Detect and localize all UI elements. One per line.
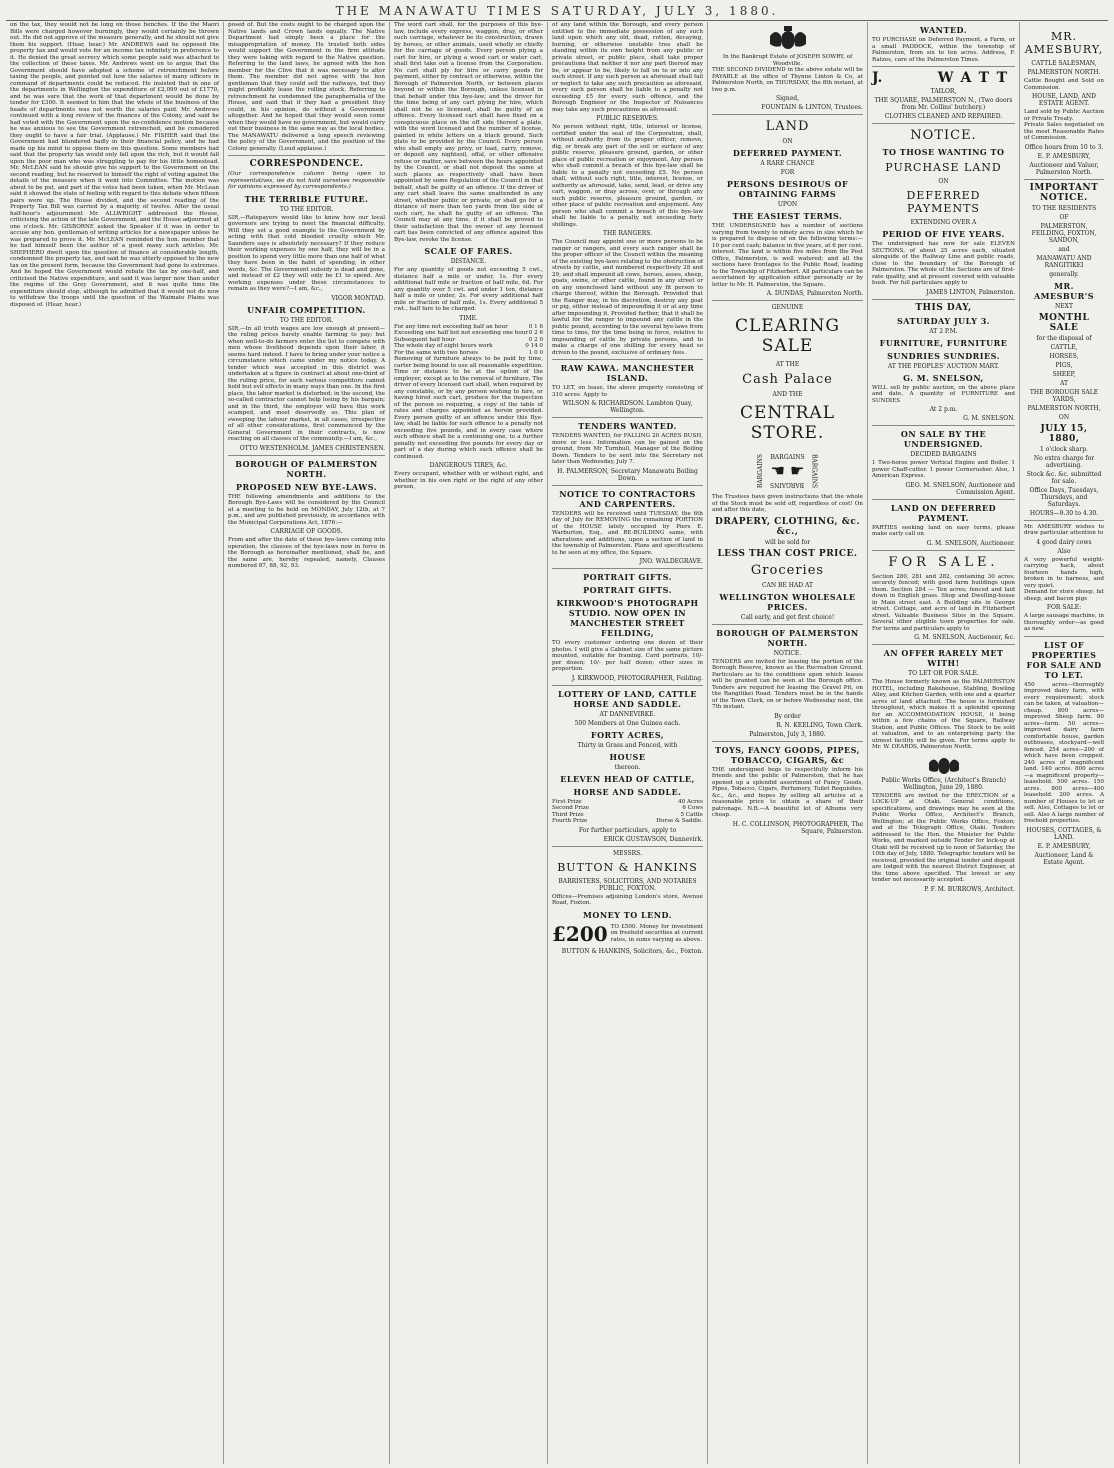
money-signature: BUTTON & HANKINS, Solicitors, &c., Foxton. [561,947,703,955]
firm-office: Offices—Premises adjoining London's store, Avenue Road, Foxton. [552,893,703,906]
borough-notice: NOTICE. [773,649,802,657]
wishes: Mr. AMESBURY wishes to draw particular attention to [1024,523,1104,536]
hotel-text: The House formerly known as the PALMERSTON HOTEL, including Bakehouse, Stabling, Bowling Alley, and Kitchen Garden, with one and a quarter acres of land attached. The house is furnished throughout, which makes it a splendid opening for an ACCOMMODATION HOUSE, it being within a few chains of the Square, Railway Station, and Public Offices. The Stock to be sold at valuation, and to an enterprising party the utmost facility will be given. For terms apply to Mr. W. DEARDS, Palmerston North. [872,679,1015,750]
time-amount: 0 14 0 [525,343,543,349]
parties-text: PARTIES seeking land on easy terms, please make early call on [872,524,1015,537]
snelson-signature: G. M. SNELSON. [963,415,1015,422]
bargains-top: BARGAINS [770,454,805,461]
prize-place: First Prize [552,798,582,805]
trees-text: of any land within the Borough, and every person entitled to the immediate possession of any such land upon which any old, dead, rotten, decaying, burning, or otherwise unstable tree shall be standing within its own height from any public or private street, or public place, shall take proper precautions that neither it nor any part thereof may be, or appear to be, likely to fall on to or into any such street. If any such person as aforesaid shall fail or neglect to take any such precaution as aforesaid, every such person shall be liable to a penalty not exceeding £5 for every such offence, and the Borough Engineer or the Inspector of Nuisances may take any such precautions as aforesaid. [552,22,703,113]
distance-heading: DISTANCE. [450,258,487,265]
groceries: Groceries [750,562,825,578]
firm-name: BUTTON & HANKINS [557,860,698,874]
reserves-title: PUBLIC RESERVES. [596,115,659,122]
masthead: THE MANAWATU TIMES SATURDAY, JULY 3, 1880. [335,4,779,18]
divider [872,123,1015,124]
borough-title: BOROUGH OF PALMERSTON NORTH. [716,627,859,648]
palmerston-north-2: PALMERSTON NORTH, [1027,404,1101,412]
tenders-signature: H. PALMERSON, Secretary Manawatu Boiling Down. [557,467,698,482]
raw-kawa-text: TO LET, on lease, the above property consisting of 310 acres. Apply to [552,385,703,398]
bankrupt-signature: FOUNTAIN & LINTON, Trustees. [761,104,863,111]
time-label: The whole day of eight hours work [394,343,493,349]
extending: EXTENDING OVER A [910,219,977,226]
time-amount: 0 2 6 [528,330,543,336]
column-7 [1020,22,1108,1464]
contractors-text: TENDERS will be received until TUESDAY, the 6th day of July for REMOVING the remaining PORTION of the HOUSE lately occupied by Piers E. Warburton, Esq., and RE-BUILDING same, with alterations and additions, upon a section of land in the township of Palmerston. Plans and specifications to be seen at my office, the Square. [552,510,703,556]
auctioneer-2: Auctioneer, Land & Estate Agent. [1034,851,1094,866]
money-title: MONEY TO LEND. [583,909,672,920]
lottery-title: LOTTERY OF LAND, CATTLE HORSE AND SADDLE. [558,688,697,709]
purchase-text: The undersigned has now for sale ELEVEN SECTIONS, of about 25 acres each, situated alongside of the Railway Line and public roads, close to the boundary of the Borough of Palmerston. The whole of the Sections are of first-rate quality, and at present covered with valuable bush. For full particulars apply to [872,241,1015,286]
time-label: For any time not exceeding half an hour [394,323,508,330]
period: PERIOD OF FIVE YEARS. [882,229,1005,239]
messrs: MESSRS. [613,849,642,857]
at: AT [1059,379,1068,387]
time-heading: TIME. [459,314,478,322]
letter2-body: SIR,—In all truth wages are low enough at present—the ruling prices barely enable farming to pay; but when well-to-do farmers enter the list to compete with men whose livelihood depends upon their labor, it seems hard indeed. I have to bring under your notice a circumstance which came under my notice today. A tender which was accepted in this district was undertaken at a figure in contract at about one-third of the ruling price, for such various competitors cannot hold but evil effects in many ways than one. In the first place, the labor market is disturbed; in the second, the so-called contractor cannot help losing by his bargain; and in the third, the employer will have this work scamped, and most deservedly so. This plan of sweeping the labour market, in all cases, irrespective of all other considerations, first commenced by the General Government in their contracts, is now reacting on all classes of the community.—I am, &c., [228,325,385,442]
sheep-item: SHEEP, [1052,370,1076,378]
office-days: Office Days, Tuesdays, Thursdays, and Saturdays. [1029,486,1099,508]
demand: Demand for store sheep, fat sheep, and bacon pigs [1024,589,1104,602]
prize-item: 5 Cattle [680,811,703,818]
tailor-label: TAILOR, [930,88,957,95]
divider [872,66,1015,67]
divider [712,741,863,742]
prize-item: 40 Acres [678,798,703,805]
cattle-salesman: CATTLE SALESMAN, [1031,60,1097,67]
column-4 [548,22,708,1464]
divider [872,499,1015,500]
studio-text: TO every customer ordering one dozen of their photos. I will give a Cabinet size of the same picture mounted, suitable for framing. Card portraits, 10/- per dozen; 10/- per half dozen; other sizes in proportion. [552,640,703,672]
to-those: TO THOSE WANTING TO [882,147,1005,157]
time-amount: 0 1 6 [528,323,543,330]
generally: generally. [1049,270,1079,278]
letter1-to: TO THE EDITOR. [279,205,334,213]
monthly-sale: MONTHL SALE [1038,312,1090,333]
land-on: ON [782,138,793,145]
lottery-place: AT DANNEVIRKE. [599,710,656,718]
bargains-list: 1 Two-horse power Vertical Engine and Boiler. 1 power Chaff-cutter. 1 power Cornerusher. Also, 1 American Express. [872,460,1015,479]
divider [228,455,385,456]
reserves-text: No person without right, title, interest or license, certified under the seal of the Corporation, shall, without authority from its proper officer, remove, dig, or break any part of the soil or surface of any public reserve, pleasure ground, garden, or other place of public recreation or enjoyment. Any person who shall commit a breach of this bye-law shall be liable to a penalty not exceeding £5. No person shall, without such right, title, interest, license, or authority as aforesaid, take, send, lead, or drive any cart, waggon, or dray across, over, or through any such public reserve, pleasure ground, garden, or other place of public recreation and enjoyment. Any person who shall commit a breach of this bye-law shall be liable to a penalty not exceeding forty shillings. [552,124,703,228]
lottery-cattle: ELEVEN HEAD OF CATTLE, [560,773,695,784]
divider [872,425,1015,426]
saturday: SATURDAY JULY 3. [896,315,991,326]
and-the: AND THE [772,391,803,398]
bargains-center [770,454,804,488]
lockup-text: TENDERS are invited for the ERECTION of a LOCK-UP at Otaki. General conditions, specifications, and drawings may be seen at the Public Works Office, Architect's Branch, Wellington; at the Public Works Office, Foxton; and at the Telegraph Office, Otaki. Tenders addressed to the Hon. the Minister for Public Works, and marked outside Tender for lock-up at Otaki will be received up to noon of Saturday, the 10th day of July, 1880. Telegraphic tenders will be received, provided the original tender and deposit are lodged with the nearest District Engineer, at the time above specified. The lowest or any tender not necessarily accepted. [872,792,1015,883]
contractors-signature: JNO. WALDEGRAVE. [639,558,703,565]
office-hours: Office hours from 10 to 3. [1024,143,1104,151]
borough-signature: R. N. KEELING, Town Clerk. [776,721,863,729]
trustees-text: The Trustees have given instructions that the whole of the Stock must be sold off, regardless of cost! On and after this date, [712,494,863,513]
prize-place: Fourth Prize [552,818,588,824]
time-amount: 1 0 0 [528,349,543,356]
cattle-bought: Cattle Bought and Sold on Commission. [1024,78,1104,91]
stock-submitted: Stock &c. &c. submitted for sale. [1026,470,1102,485]
prize-place: Third Prize [552,811,584,818]
ep-amesbury: E. P. AMESBURY, [1037,152,1091,160]
lottery-members: 500 Members at One Guinea each. [574,719,681,727]
tenders-title: TENDERS WANTED. [578,421,677,431]
time-label: Exceeding one half but not exceeding one hour [394,330,529,336]
lottery-signature: ERICK GUSTAVSON, Dannevirk. [603,835,703,843]
bargains-emblem [712,448,863,494]
disposal: for the disposal of [1036,334,1092,342]
peoples-mart: AT THE PEOPLES' AUCTION MART. [887,362,1000,370]
oclock-sharp: 1 o'clock sharp. [1040,445,1088,453]
snelson-name: G. M. SNELSON, [903,372,984,383]
divider [1024,179,1104,180]
masthead-rule [6,20,1108,21]
wanted-text: TO PURCHASE on Deferred Payment, a Farm, or a small PADDOCK, within the township of Palmerston, from six to ten acres. Address, F. Ratzes, care of the Palmerston Times. [872,37,1015,63]
dangerous-title: DANGEROUS TIRES, &c. [429,462,508,469]
divider [712,114,863,115]
raw-kawa-agent: WILSON & RICHARDSON. Lambton Quay, Wellington. [562,400,693,414]
land-sold: Land sold by Public Auction or Private Treaty. [1024,109,1104,122]
at-the: AT THE [775,361,800,368]
call-early: Call early, and get first choice! [740,613,835,621]
divider [228,155,385,156]
letter1-title: THE TERRIBLE FUTURE. [244,193,369,204]
fares-text: For any quantity of goods not exceeding 5 cwt., distance half a mile or under, 1s. For every additional half mile or fraction of half mile, 6d. For any quantity over 5 cwt. and under 1 ton, distance half a mile or under, 2s. For every additional half mile or fraction of half mile, 1s. Every additional 5 cwt., half fare to be charged. [394,267,543,312]
byelaws-title: PROPOSED NEW BYE-LAWS. [236,481,377,492]
money-text: TO £500. Money for investment on freehold securities at current rates, in sums varying as above. [610,923,703,943]
central-store: CENTRAL STORE. [740,403,835,443]
land-rare: A RARE CHANCE [760,160,815,167]
columns [6,22,1108,1464]
purchase-signature: JAMES LINTON, Palmerston. [926,288,1015,296]
bargains-right: BARGAINS [810,453,818,489]
letter1-body: SIR,—Ratepayers would like to know how our local governors are trying to meet the financial difficulty. Will they set a good example to the Government by acting with that cold blooded cruelty which Mr. Saunders says is absolutely necessary? If they reduce their working expenses by one half, they will be in a position to spend very little more than one half of what they have been in the habit of spending, in other words, &c. The Government subsidy is dead and gone, and instead of £2 they will only be £1 to spend. Are working expenses under these circumstances to remain as they were?—I am, &c., [228,214,385,292]
divider [1024,520,1104,521]
no-charge: No extra charge for advertising. [1033,454,1095,469]
manawatu-rangitikei: MANAWATU AND RANGITIKEI [1036,254,1092,269]
cash-palace: Cash Palace [742,372,833,387]
important-notice: IMPORTANT NOTICE. [1029,182,1099,203]
studio-title: KIRKWOOD'S PHOTOGRAPH STUDIO. NOW OPEN IN MANCHESTER STREET FEILDING, [556,598,699,638]
byelaws-rules: Removing of furniture always to be paid by time, carter being bound to use all reasonable expedition. Time or distance to be at the option of the employer, except as to the removal of furniture. The driver of every licensed cart shall, when required by any constable, or by any person wishing to hire, or having hired such cart, produce for the inspection of the person so requiring, a copy of the table of rates and charges appointed as herein provided. Every person guilty of an offence under this Bye-law, shall be liable for such offence to a penalty not exceeding five pounds, and in every case where such offence shall be a continuing one, to a further penalty not exceeding five pounds for every day or part of a day during which such offence shall be continued. [394,356,543,460]
hack: A very powerful weight-carrying hack, about fourteen hands high, broken in to harness, and very quiet. [1024,556,1104,589]
lottery-thereon: thereon. [614,763,641,771]
to-let-title: TO LET OR FOR SALE. [908,670,979,677]
on: ON [1058,413,1070,421]
dangerous-text: Every occupant, whether with or without right, and whether in his own right or the right of any other person, [394,471,543,490]
sundries: SUNDRIES SUNDRIES. [887,350,1000,361]
prize-row [552,818,703,825]
correspondence-note: (Our correspondence column being open to representatives, we do not hold ourselves responsible for opinions expressed by correspondents.) [228,171,385,190]
offer-title: AN OFFER RARELY MET WITH! [883,648,1004,668]
prize-list [552,799,703,825]
for-sale-heading: FOR SALE: [1046,604,1082,611]
land-for: FOR [780,169,795,176]
prize-place: Second Prize [552,805,590,811]
by-order: By order [774,712,801,720]
lottery-forty-acres: FORTY ACRES, [590,729,665,740]
this-day: THIS DAY, [915,302,972,313]
tailor-name [872,70,1015,86]
land-deferred-title: LAND ON DEFERRED PAYMENT. [890,502,997,523]
and: and [1058,245,1070,253]
tailor-address: THE SQUARE, PALMERSTON N., (Two doors from Mr. Collins' butchery.) [874,97,1013,111]
column-6 [868,22,1020,1464]
letter2-title: UNFAIR COMPETITION. [247,304,366,315]
pigs-item: PIGS, [1055,361,1073,369]
bargains-left: BARGAINS [757,453,765,489]
borough-text: TENDERS are invited for leasing the portion of the Borough Reserve, known as the Recreation Ground. Particulars as to the conditions upon which leases will be granted can be seen at the Borough office. Tenders are required for leasing the Gravel Pit, on the Rangitikei Road. Tenders must be in the hands of the Town Clerk, on or before Wednesday next, the 7th instant. [712,658,863,710]
toys-title: TOYS, FANCY GOODS, PIPES, TOBACCO, CIGARS, &c [715,744,860,765]
can-be-had: CAN BE HAD AT [761,581,814,589]
portrait-subtitle: PORTRAIT GIFTS. [583,585,672,595]
divider [552,846,703,847]
for-sale-text: Section 280, 281 and 282, containing 30 acres; securely fenced; with good farm buildings upon them. Section 284 — Ten acres; fenced and laid down in English grass. Shop and Dwelling-house in Main street east. A Building site in George street. Cottage, and acre of land in Fitzherbert street. Valuable Business Sites in the Square. Several other eligible town properties for sale. For terms and particulars apply to [872,573,1015,632]
hand-pointer-icon: ☚ ☛ [770,461,805,480]
time-table [394,324,543,357]
letter1-signature: VIGOR MONTAD. [331,294,385,302]
of: OF [1059,213,1069,221]
sale-yards: THE BOROUGH SALE YARDS, [1029,388,1099,403]
lockup-signature: P. F. M. BURROWS, Architect. [924,885,1015,893]
divider [872,550,1015,551]
time-amount: 0 2 0 [528,336,543,343]
land-text: THE UNDERSIGNED has a number of sections varying from twenty to ninety acres in size which he is prepared to dispose of on the following terms:— 10 per cent cash; balance in five years, at 6 per cent. interest. The land is within five miles from the Post Office, Palmerston, is well watered; and all the sections have frontages to the Public Road, leading to the Township of Fitzherbert. All particulars can be ascertained by application either personally or by letter to Mr. H. Palmerston, the Square. [712,223,863,288]
money-block [552,922,703,946]
borough-title: BOROUGH OF PALMERSTON NORTH. [235,458,378,479]
byelaws-intro: THE following amendments and additions to the Borough Bye-Laws will be considered by the Council at a meeting to be held on MONDAY, July 12th, at 7 p.m., and are published previously, in accordance with the Municipal Corporations Act, 1876:— [228,493,385,526]
bargains-signature: GEO. M. SNELSON, Auctioneer and Commission Agent. [905,481,1015,496]
will-be-sold: will be sold for [764,538,811,546]
divider [1024,636,1104,637]
also: Also [1057,547,1071,555]
for-sale-title: FOR SALE. [888,554,999,570]
genuine: GENUINE [771,304,804,311]
bankrupt-notice: THE SECOND DIVIDEND in the above estate will be PAYABLE at the office of Thynne Linton & Co, at Palmerston North, on THURSDAY, the 8th instant, at two p.m. [712,67,863,93]
places: PALMERSTON, FEILDING, FOXTON, SANDON, [1031,222,1097,244]
list-text: 450 acres—thoroughly improved dairy farm, with every requirement; stock can be taken, at valuation—cheap. 800 acres—improved Sheep farm. 80 acres—farm. 50 acres—improved dairy farm comfortable house, garden outhouses, stockyard—well fenced. 254 acres—200 of which have been cropped. 240 acres of magnificent land. 140 acres. 800 acres—a magnificent property—leasehold. 500 acres. 150 acres. 800 acres—400 leasehold. 200 acres. A number of Houses to let or sell. Also, Cottages to let or sell. Also A large number of freehold properties. [1024,681,1104,824]
lottery-detail: Thirty in Grass and Fenced, with [577,741,678,749]
at-two: AT 2 P.M. [929,327,958,335]
parliament-report-continued: posed of. But the costs ought to be charged upon the Native lands and Crown lands equally. The Native Department had simply been a place for the misappropriation of money. He trusted both sides would support the Government in the firm attitude they were taking with regard to the Native question. Referring to the land laws, he agreed with the hon member for the Clive that it was necessary to alter them. The member did not agree with the hon gentleman that they could sell the railways, but they might profitably lease the rolling stock. Referring to retrenchment he condemned the paraphernalia of the House, and said that if they had a president they could, in his opinion, do without a Government altogether. And he hoped that they would soon come when they would have no government, but would carry out their business in the same way as the local bodies. The MANAWATU delivered a long speech reviewing the policy of the Government, and the position of the Colony generally. (Loud applause.) [228,22,385,152]
bargains-bottom: BARGAINS [770,481,805,488]
bankrupt-signed: Signed, [775,95,800,102]
land-persons: PERSONS DESIROUS OF OBTAINING FARMS [726,179,849,199]
auctioneer-valuer: Auctioneer and Valuer, Palmerston North. [1029,161,1099,176]
divider [552,485,703,486]
money-amount: £200 [552,921,608,946]
parties-signature: G. M. SNELSON, Auctioneer. [926,539,1015,547]
clothes-cleaned: CLOTHES CLEANED AND REPAIRED. [884,113,1003,120]
for-sale-signature: G. M. SNELSON, Auctioneer, &c. [914,634,1015,641]
contractors-title: NOTICE TO CONTRACTORS AND CARPENTERS. [559,488,696,509]
raw-kawa-title: RAW KAWA. MANCHESTER ISLAND. [560,363,695,383]
at-2pm: At 2 p.m. [929,406,958,413]
sausage-machine: A large sausage machine, in thoroughly order—as good as new. [1024,613,1104,632]
next: NEXT [1055,302,1073,310]
land-easiest: THE EASIEST TERMS. [732,211,843,221]
hours: HOURS—9.30 to 4.30. [1029,509,1099,517]
land-deferred: DEFERRED PAYMENT. [732,148,843,158]
toys-signature: H. C. COLLINSON, PHOTOGRAPHER, The Square, Palmerston. [732,820,863,835]
tailor-initial: J. [872,70,883,86]
divider [872,644,1015,645]
decided-bargains: DECIDED BARGAINS [910,451,977,458]
studio-signature: J. KIRKWOOD, PHOTOGRAPHER, Feilding. [571,674,703,682]
purchase-on: ON [938,178,949,185]
ep-amesbury-2: E. P. AMESBURY, [1037,842,1091,850]
lottery-horse: HORSE AND SADDLE. [573,786,682,797]
carriage-text: From and after the date of these bye-laws coming into operation, the clauses of the bye-laws now in force in the Borough as hereinafter mentioned, shall be, and the same are, hereby repealed, namely, Clauses numbered 87, 88, 92, 93. [228,537,385,569]
letter2-to: TO THE EDITOR. [279,316,334,324]
works-office: Public Works Office, (Architect's Branch) Wellington, June 29, 1880. [881,776,1006,791]
divider [712,300,863,301]
purchase-land: PURCHASE LAND [885,161,1002,174]
amesbury-title: MR. AMESBURY, [1024,30,1104,56]
wellington-prices: WELLINGTON WHOLESALE PRICES. [719,591,856,612]
deferred-payments: DEFERRED PAYMENTS [906,189,981,215]
tailor-surname: WATT [937,70,1015,86]
clearing-sale: CLEARING SALE [735,316,840,356]
carriage-title: CARRIAGE OF GOODS. [270,528,343,535]
land-signature: A. DUNDAS, Palmerston North. [766,290,863,297]
divider [552,359,703,360]
column-2 [224,22,390,1464]
cattle-item: CATTLE, [1050,343,1078,351]
palmerston-north: PALMERSTON NORTH. [1027,69,1101,76]
letter2-signature: OTTO WESTENHOLM. JAMES CHRISTENSEN. [239,444,385,452]
land-upon: UPON [777,201,798,208]
prize-item: Horse & Saddle. [656,818,703,824]
royal-crest-icon [768,24,808,52]
divider [712,624,863,625]
divider [872,299,1015,300]
sale-date: JULY 15, 1880, [1040,423,1088,444]
amesburys: MR. AMESBUR'S [1033,280,1095,301]
land-title: LAND [765,119,810,134]
list-title: LIST OF PROPERTIES FOR SALE AND TO LET. [1026,639,1102,680]
lottery-apply: For further particulars, apply to [578,826,677,834]
house-land-agent: HOUSE, LAND, AND ESTATE AGENT. [1032,93,1096,107]
column-3 [390,22,548,1464]
toys-text: THE undersigned begs to respectfully inform his friends and the public of Palmerston, that he has opened up a splendid assortment of Fancy Goods, Pipes, Tobacco, Cigars, Perfumery, Toilet Requisites, &c., &c., and hopes by selling all articles at a reasonable price to obtain a share of their patronage. N.B.—A beautiful lot of Albums very cheap. [712,766,863,818]
horses-item: HORSES, [1049,352,1079,360]
divider [552,685,703,686]
portrait-title: PORTRAIT GIFTS. [583,572,672,582]
wanted-title: WANTED. [920,25,967,35]
bankrupt-estate: In the Bankrupt Estate of JOSEPH SOWRY, of Woodville. [722,54,853,67]
drapery: DRAPERY, CLOTHING, &c. &c., [715,516,860,537]
rangers-text: The Council may appoint one or more persons to be ranger or rangers, and every such ranger shall be the proper officer of the Council within the meaning of the existing bye-laws relating to the obstruction of streets by cattle, and numbered respectively 28 and 29, and shall impound all cows, horses, asses, sheep, goats, swine, or other cattle, found in any street or on any unenclosed land without any fit person to charge thereof, within the Borough. Provided that the Ranger may, in his discretion, destroy any goat or pig, either instead of impounding it or at any time after impounding it. Provided further, that it shall be lawful for the ranger to impound any cattle in the public pound, according to the several bye-laws from time to time, for the time being in force, relative to impounding of cattle by private persons, and to make a charge of one shilling for every head so driven to the pound, exclusive of ordinary fees. [552,239,703,356]
on-sale-title: ON SALE BY THE UNDERSIGNED. [900,429,987,449]
time-label: For the same with two horses [394,349,479,356]
dairy-cows: 4 good dairy cows [1036,538,1092,546]
furniture: FURNITURE, FURNITURE [879,337,1008,348]
less-than-cost: LESS THAN COST PRICE. [717,548,858,559]
column-5 [708,22,868,1464]
rangers-title: THE RANGERS. [602,230,653,237]
lottery-house: HOUSE [609,751,646,762]
prize-item: 6 Cows [682,805,703,811]
byelaws-body: The word cart shall, for the purposes of this bye-law, include every express, waggon, dray, or other such carriage, whatever be its construction, drawn by horses, or other animals, used wholly or chiefly for the carriage of goods. Every person plying a cart for hire, or plying a wood cart or water cart, shall first take out a license from the Corporation. No cart shall ply for hire or carry goods for payment, either by contract or otherwise, within the Borough of Palmerston North, or between places beyond or within the Borough, unless licensed in that behalf under this bye-law; and the driver for the time being of any cart plying for hire, which shall not be so licensed, shall be guilty of an offence. Every licensed cart shall have fixed on a conspicuous place on the off side thereof a plate, with the word licensed and the number of license, painted in white letters on a black ground. Such plate to be provided by the Council. Every person who shall empty any privy, or load, carry, remove, or deposit any nightsoil, offal, or other offensive refuse or matter, save between the hours appointed by the Council, or shall not deposit the same at such places as respectively shall have been appointed by some Regulation of the Council in that behalf, shall be guilty of an offence. If the driver of any cart shall leave the same unattended in any street, whether public or private, or shall go for a distance of more than ten yards from the side of such cart, he shall be guilty of an offence. The Council may at any time, if it shall be proved to their satisfaction that the owner of any licensed cart has been convicted of any offence against this Bye-law, revoke the license. [394,22,543,243]
tenders-text: TENDERS WANTED, for FALLING 20 ACRES BUSH, more or less. Information can be gained on the ground, from Mr Turnbull, Manager of the Boiling Down. Tenders to be sent into the Secretary not later than Wednesday, July 7. [552,433,703,465]
snelson-text: WILL sell by public auction, on the above place and date, A quantity of FURNITURE and SUNDIES [872,384,1015,404]
notice-title: NOTICE. [910,128,977,143]
parliament-report: on the tax, they would not be long on those benches. If the the Maori Bills were charged however burningly, they would certainly be thrown out. He did not approve of the measure generally, and he should not give them his support. (Hear, hear.) Mr. ANDREWS said he opposed the property tax and would vote for an income tax infinitely in preference to it. He denied the great secrecy which some people said was attached to the collection of these taxes. Mr. Andrews went on to argue that the Government should have adopted a scheme of retrenchment before taxing the people, and pointed out how the salaries of many officers in command of departments could be reduced. He insisted that in one of the departments in Wellington the expenditure of £2,099 out of £1770, and he was sure that the work of that department would be done by tender for £300. It seemed to him that the whole of the business of the heads of departments was not worth the salaries paid. Mr. Andrews continued with a long review of the finances of the Colony, and said he had voted with the Government upon the no-confidence motion because he was anxious to see the Government retrenched, and he considered they ought to have a fair trial. (Applause.) Mr. FISHER said that the Government had blundered badly in their financial policy, and he had made up his mind to oppose them on this question. Some members had said that the property tax would only fall upon the rich, but it would fall upon the poor man who was struggling to pay for his little homestead. Mr. McLEAN said he should give his support to the Government on the second reading, but he reserved to himself the right of voting against the details of the measure when it went into Committee. The motion was about to be put, and part of the votes had been taken, when Mr. McLean said it showed the state of feeling with regard to this debate when fifteen pairs were up. The House divided, and the second reading of the Property Tax Bill was carried by a majority of twelve. After the usual half-hour's adjournment Mr. ALLWRIGHT addressed the House, criticising the action of the late Government, and the House adjourned at one o'clock. Mr. GISBORNE asked the Speaker if it was in order to accuse any hon. gentleman of writing articles for a newspaper unless he was prepared to prove it. Mr. McLEAN reminded the hon. member that he had himself been the author of a good many such articles. Mr. SHEPHERD dwelt upon the question of finance at considerable length, condemned the property tax, and said he was utterly opposed to the new tax on the present form, because the Government had gone to extremes. And he hoped the Government would rebate the tax by one-half, and criticised the Native expenditure, and said it was larger now than under the regime of the Grey Government, and it was quite time the expenditure should stop, although he admitted that it would not do now to withdraw the troops until the question of the Waimate Plains was disposed of. (Hear, hear.) [10,22,219,308]
column-1 [6,22,224,1464]
divider [552,417,703,418]
borough-date: Palmerston, July 3, 1880. [749,730,826,738]
to-residents: TO THE RESIDENTS [1031,204,1097,212]
fares-title: SCALE OF FARES. [424,246,513,256]
royal-crest-icon [927,753,961,775]
houses-cottages: HOUSES, COTTAGES, & LAND. [1026,826,1102,841]
firm-subtitle: BARRISTERS, SOLICITORS, AND NOTARIES PUBLIC, FOXTON. [558,877,697,892]
correspondence-heading: CORRESPONDENCE. [249,159,364,169]
private-sales: Private Sales negotiated on the most Reasonable Rates of Commission. [1024,122,1104,141]
time-label: Subsequent half hour [394,336,456,343]
divider [552,568,703,569]
